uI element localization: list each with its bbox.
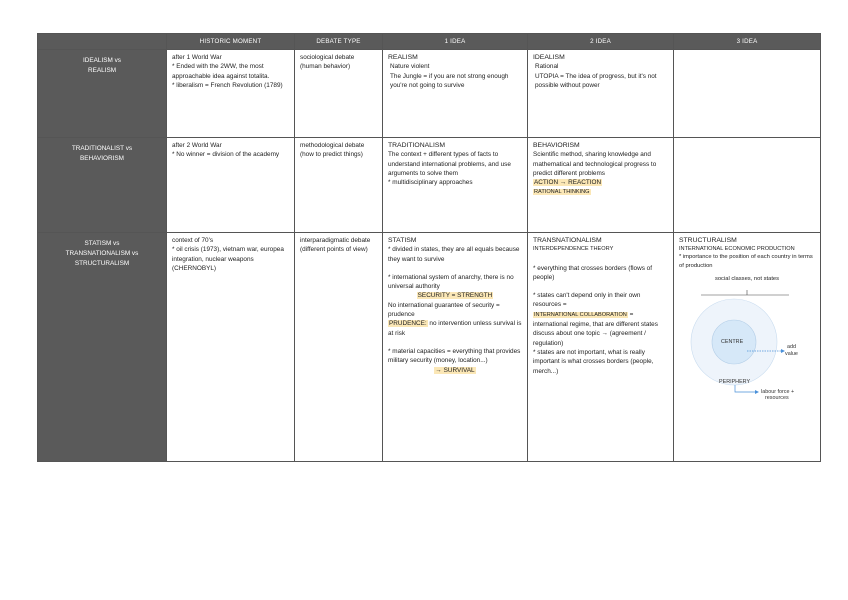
idea-title: REALISM [388,54,418,61]
row-label: IDEALISM vs REALISM [38,50,167,138]
header-empty [38,34,167,50]
idea3-cell: STRUCTURALISM INTERNATIONAL ECONOMIC PRODUCTION * importance to the position of each country in terms of production social classes, not states CENTRE add value PERIPHERY labour force + resources [674,233,821,462]
row-label: TRADITIONALIST vs BEHAVIORISM [38,138,167,233]
idea2-cell: TRANSNATIONALISM INTERDEPENDENCE THEORY * everything that crosses borders (flows of people) * states can't depend only in their own resources = INTERNATIONAL COLLABORATION = international regime, that are different states discuss about one topic → (agreement / regulation) * states are not important, what is really important is what crosses borders (people, merch...) [528,233,674,462]
security-highlight: SECURITY = STRENGTH [417,292,493,300]
header-historic-moment: HISTORIC MOMENT [167,34,295,50]
survival-highlight: → SURVIVAL [435,366,475,374]
historic-cell: after 2 World War * No winner = division of the academy [167,138,295,233]
idea-subtitle: INTERDEPENDENCE THEORY [533,246,614,253]
idea2-cell: BEHAVIORISM Scientific method, sharing knowledge and mathematical and technological progress to predict different problems ACTION → REACTION RATIONAL THINKING [528,138,674,233]
value-label: value [785,350,798,357]
debate-cell: sociological debate (human behavior) [295,50,383,138]
idea1-cell: TRADITIONALISM The context + different types of facts to understand international problems, and use arguments to solve them * multidisciplinary approaches [383,138,528,233]
idea3-cell [674,50,821,138]
prudence-highlight: PRUDENCE: [389,320,427,328]
labour-label: labour force + [761,388,795,395]
header-row [38,34,821,50]
collaboration-highlight: INTERNATIONAL COLLABORATION [534,311,627,318]
header-idea-2: 2 IDEA [528,34,674,50]
action-reaction-highlight: ACTION → REACTION [534,179,602,187]
centre-periphery-diagram [679,287,815,407]
table-row [38,50,821,138]
idea-title: STRUCTURALISM [679,237,737,244]
idea1-cell: REALISM Nature violent The Jungle = if you are not strong enough you're not going to survive [383,50,528,138]
idea3-cell [674,138,821,233]
historic-cell: context of 70's * oil crisis (1973), vietnam war, europea integration, nuclear weapons (CHERNOBYL) [167,233,295,462]
idea-title: IDEALISM [533,54,565,61]
debate-cell: methodological debate (how to predict things) [295,138,383,233]
idea-subtitle: INTERNATIONAL ECONOMIC PRODUCTION [679,246,795,253]
add-label: add [787,343,796,350]
idea1-cell: STATISM * divided in states, they are all equals because they want to survive * international system of anarchy, there is no universal authority SECURITY = STRENGTH No international guarantee of security = prudence PRUDENCE: no intervention unless survival is at risk * material capacities = everything that provides military security (money, location...) → SURVIVAL [383,233,528,462]
idea2-cell: IDEALISM Rational UTOPIA = The idea of progress, but it's not possible without power [528,50,674,138]
labour-arrow [735,385,755,392]
idea-title: TRADITIONALISM [388,142,446,149]
header-debate-type: DEBATE TYPE [295,34,383,50]
labour-arrowhead [755,390,759,394]
debate-cell: interparadigmatic debate (different points of view) [295,233,383,462]
idea-title: STATISM [388,237,417,244]
centre-label: CENTRE [721,338,744,345]
header-idea-3: 3 IDEA [674,34,821,50]
header-idea-1: 1 IDEA [383,34,528,50]
row-label: STATISM vs TRANSNATIONALISM vs STRUCTURALISM [38,233,167,462]
comparison-table [37,33,821,462]
periphery-label: PERIPHERY [719,378,751,385]
table-row [38,138,821,233]
idea-title: TRANSNATIONALISM [533,237,602,244]
historic-cell: after 1 World War * Ended with the 2WW, the most approachable idea against totalita. * liberalism = French Revolution (1789) [167,50,295,138]
resources-label: resources [765,394,789,401]
table-row [38,233,821,462]
rational-thinking-highlight: RATIONAL THINKING [534,189,590,196]
idea-title: BEHAVIORISM [533,142,580,149]
